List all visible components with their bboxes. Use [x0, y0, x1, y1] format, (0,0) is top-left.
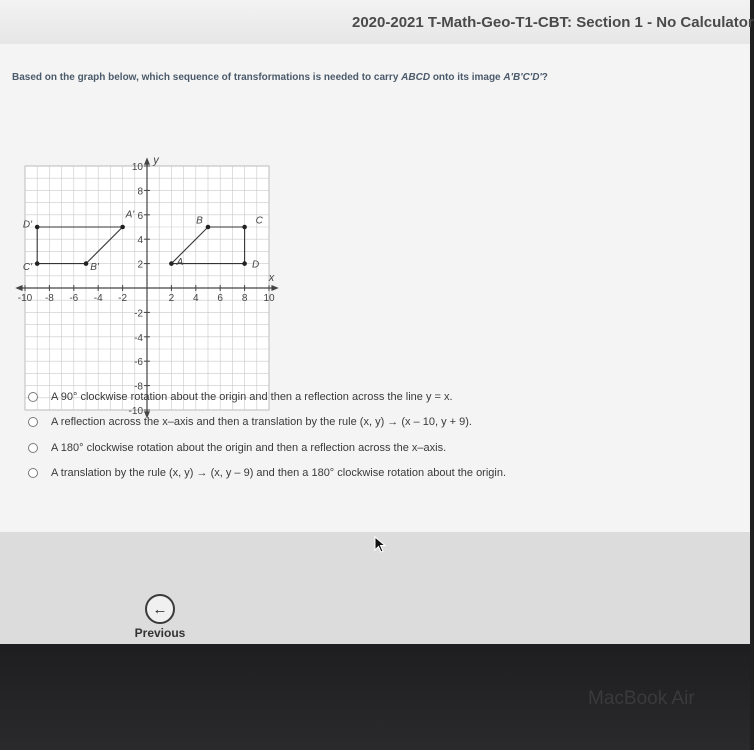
- question-text: [12, 72, 742, 83]
- x-axis-tick-label: -2: [118, 293, 128, 304]
- vertex-point: [84, 261, 89, 266]
- answer-choices: [28, 381, 507, 486]
- x-axis-tick-label: -6: [69, 293, 79, 304]
- x-axis-tick-label: -10: [17, 293, 33, 304]
- answer-choice-label: A 180° clockwise rotation about the origin and then a reflection across the x–axis.: [51, 441, 447, 454]
- vertex-point: [35, 261, 40, 266]
- test-title: 2020-2021 T-Math-Geo-T1-CBT: Section 1 - No Calculator: [352, 14, 754, 31]
- y-axis-tick-label: -8: [134, 381, 143, 393]
- vertex-label: C: [255, 215, 263, 227]
- answer-choice-label: A 90° clockwise rotation about the origin and then a reflection across the line y = x.: [51, 390, 453, 403]
- x-axis-tick-label: 6: [217, 293, 223, 304]
- radio-button-icon[interactable]: [28, 417, 38, 427]
- answer-choice-1[interactable]: [28, 381, 506, 410]
- y-axis-tick-label: -4: [134, 332, 143, 344]
- answer-choice-2[interactable]: [28, 410, 506, 436]
- laptop-brand-text: MacBook Air: [588, 688, 695, 709]
- y-axis-tick-label: -6: [134, 357, 143, 369]
- y-axis-tick-label: 2: [137, 259, 143, 271]
- x-axis-arrow-icon: [15, 285, 22, 291]
- question-middle: onto its image: [430, 72, 504, 83]
- y-axis-tick-label: -2: [134, 308, 143, 320]
- vertex-point: [242, 261, 247, 266]
- question-image-figure: A'B'C'D': [503, 72, 542, 83]
- vertex-label: C': [22, 262, 33, 274]
- x-axis-tick-label: -8: [44, 293, 54, 304]
- vertex-label: D': [22, 219, 33, 231]
- test-header: [0, 0, 754, 45]
- answer-choice-4[interactable]: [28, 461, 506, 487]
- x-axis-tick-label: 4: [193, 293, 199, 304]
- previous-button[interactable]: [128, 594, 192, 642]
- radio-button-icon[interactable]: [28, 443, 38, 453]
- laptop-bezel: [0, 644, 750, 750]
- y-axis-tick-label: 8: [137, 186, 143, 198]
- x-axis-arrow-icon: [271, 285, 278, 291]
- y-axis-label: y: [153, 154, 159, 167]
- y-axis-tick-label: 10: [131, 162, 143, 173]
- y-axis-tick-label: 6: [137, 210, 143, 222]
- question-panel: [0, 44, 750, 532]
- question-prefix: Based on the graph below, which sequence of transformations is needed to carry: [12, 72, 402, 83]
- radio-button-icon[interactable]: [28, 468, 38, 478]
- vertex-point: [35, 225, 40, 230]
- vertex-label: B: [196, 215, 203, 227]
- answer-choice-label: A translation by the rule (x, y) → (x, y – 9) and then a 180° clockwise rotation about the origin.: [51, 467, 507, 480]
- y-axis-tick-label: -10: [128, 406, 143, 417]
- vertex-label: B': [90, 262, 99, 274]
- x-axis-label: x: [268, 272, 275, 284]
- vertex-point: [120, 225, 125, 230]
- x-axis-tick-label: -4: [93, 293, 103, 304]
- mouse-cursor-icon: [374, 536, 388, 554]
- vertex-label: D: [251, 259, 260, 271]
- y-axis-tick-label: 4: [137, 235, 143, 247]
- x-axis-tick-label: 2: [168, 293, 175, 304]
- previous-label: Previous: [134, 626, 186, 640]
- y-axis-arrow-icon: [144, 157, 150, 164]
- vertex-point: [169, 261, 174, 266]
- arrow-left-icon[interactable]: ←: [145, 594, 175, 624]
- vertex-point: [242, 225, 247, 230]
- x-axis-tick-label: 8: [241, 293, 248, 304]
- question-original-figure: ABCD: [401, 72, 431, 83]
- question-suffix: ?: [541, 72, 548, 83]
- radio-button-icon[interactable]: [28, 392, 38, 402]
- answer-choice-3[interactable]: [28, 435, 506, 461]
- answer-choice-label: A reflection across the x–axis and then a translation by the rule (x, y) → (x – 10, y + 9).: [51, 416, 472, 429]
- vertex-label: A: [176, 257, 184, 269]
- x-axis-tick-label: 10: [263, 293, 275, 304]
- vertex-point: [206, 225, 211, 230]
- vertex-label: A': [125, 209, 135, 221]
